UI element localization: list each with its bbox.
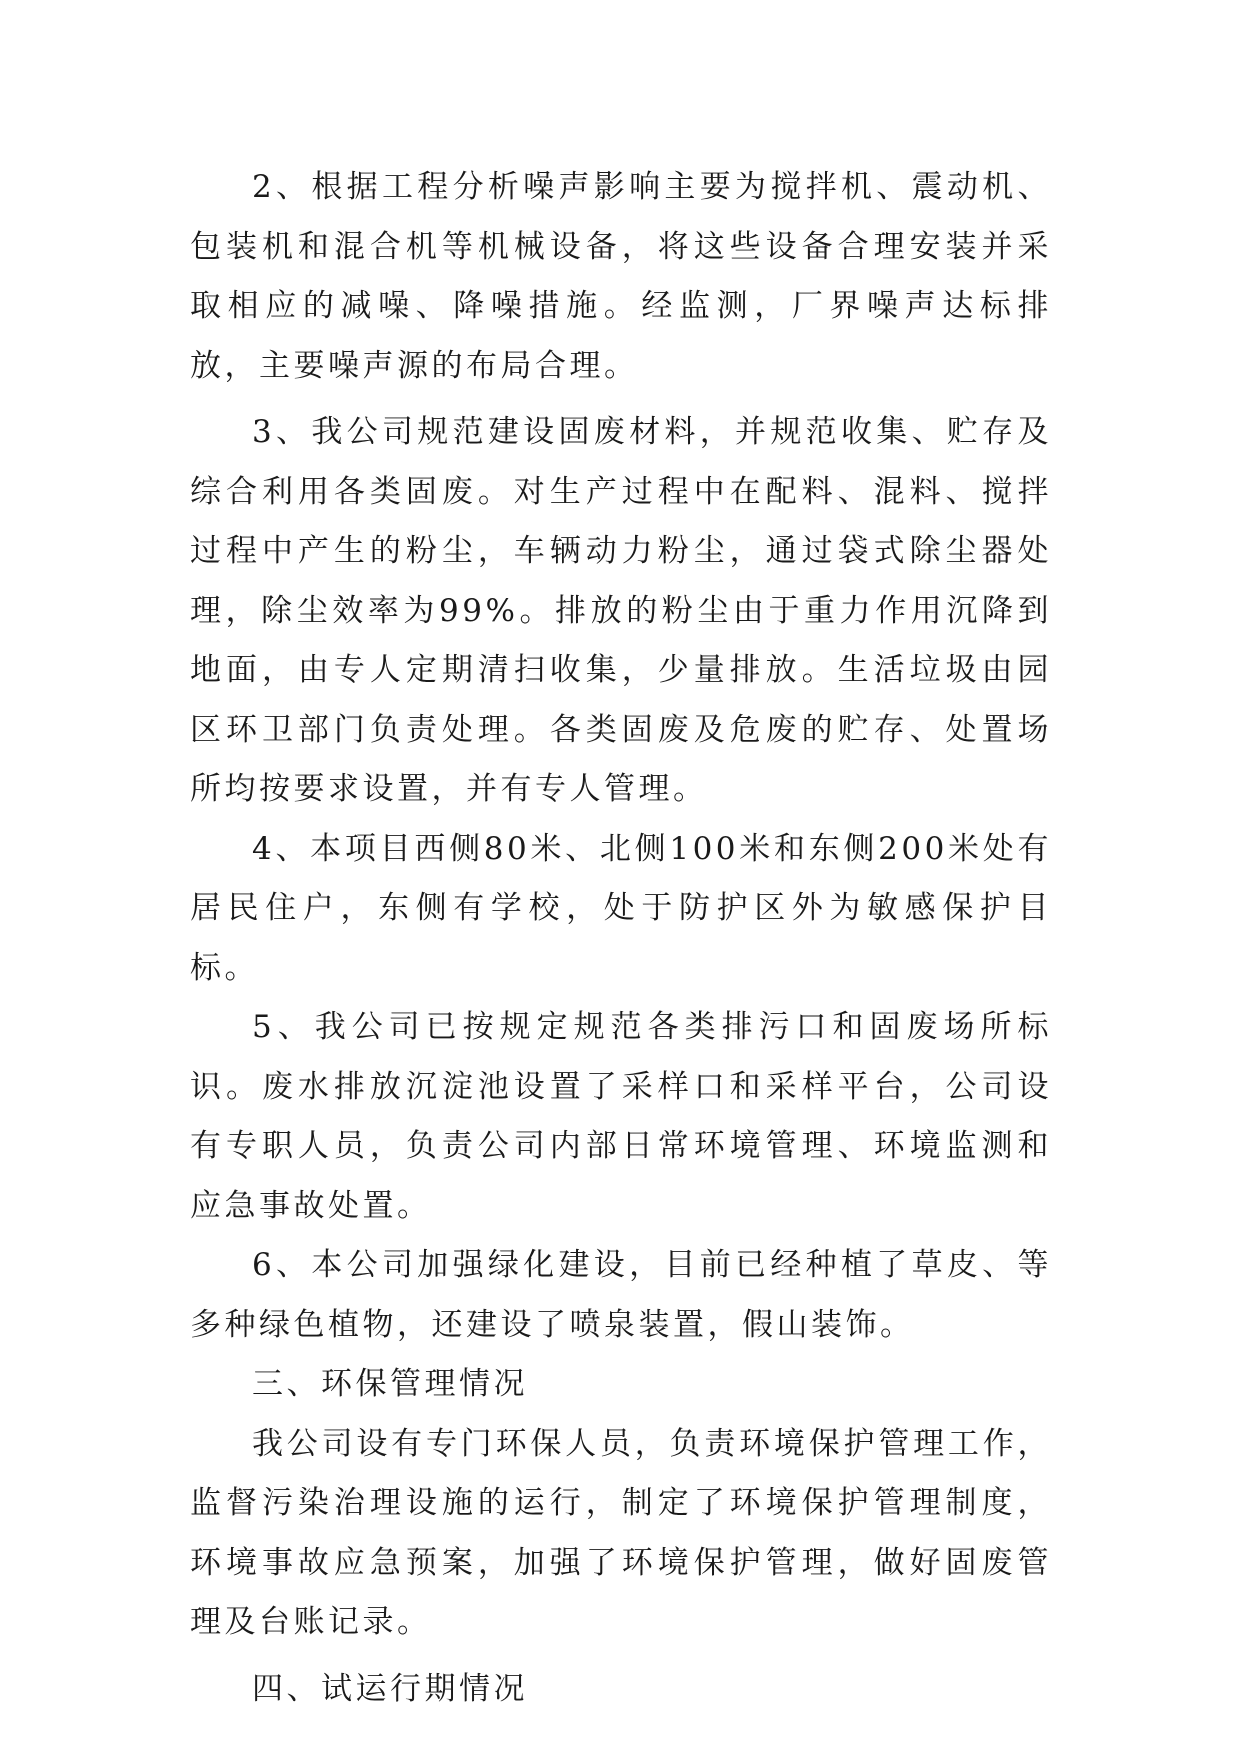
paragraph-greening: 6、本公司加强绿化建设，目前已经种植了草皮、等多种绿色植物，还建设了喷泉装置，假山装饰。 [190,1247,1052,1343]
paragraph-solid-waste: 3、我公司规范建设固废材料，并规范收集、贮存及综合利用各类固废。对生产过程中在配料、混料、搅拌过程中产生的粉尘，车辆动力粉尘，通过袋式除尘器处理，除尘效率为99%。排放的粉尘由于重力作用沉降到地面，由专人定期清扫收集，少量排放。生活垃圾由园区环卫部门负责处理。各类固废及危废的贮存、处置场所均按要求设置，并有专人管理。 [190,414,1052,807]
section-heading-management: 三、环保管理情况 [252,1366,528,1402]
paragraph-sensitive-targets: 4、本项目西侧80米、北侧100米和东侧200米处有居民住户，东侧有学校，处于防护区外为敏感保护目标。 [190,830,1052,986]
paragraph-management: 我公司设有专门环保人员，负责环境保护管理工作，监督污染治理设施的运行，制定了环境保护管理制度，环境事故应急预案，加强了环境保护管理，做好固废管理及台账记录。 [190,1425,1052,1640]
document-body [190,158,1052,1719]
paragraph-outlet-marking: 5、我公司已按规定规范各类排污口和固废场所标识。废水排放沉淀池设置了采样口和采样平台，公司设有专职人员，负责公司内部日常环境管理、环境监测和应急事故处置。 [190,1009,1052,1224]
section-heading-trial-operation: 四、试运行期情况 [252,1670,528,1707]
paragraph-noise-control: 2、根据工程分析噪声影响主要为搅拌机、震动机、包装机和混合机等机械设备，将这些设备合理安装并采取相应的减噪、降噪措施。经监测，厂界噪声达标排放，主要噪声源的布局合理。 [190,169,1052,384]
